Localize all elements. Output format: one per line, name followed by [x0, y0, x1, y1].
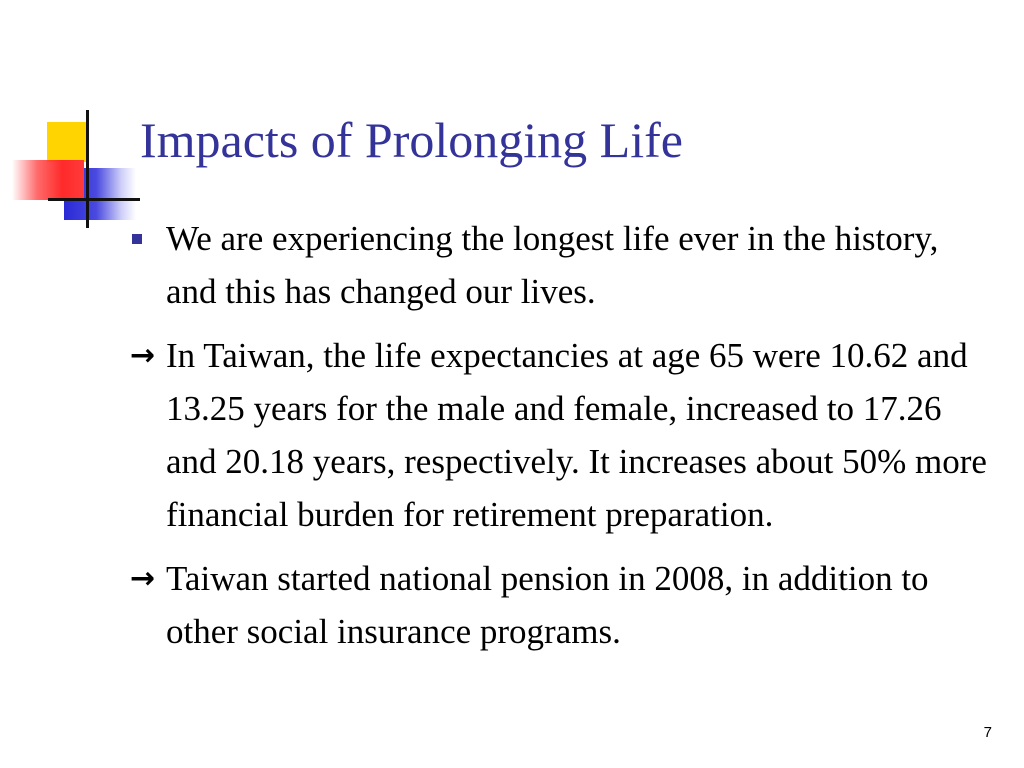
arrow-paragraph — [130, 329, 990, 541]
paragraph-text: In Taiwan, the life expectancies at age 65 were 10.62 and 13.25 years for the male and female, increased to 17.26 and 20.18 years, respectively. It increases about 50% more financial burden for retirement preparation. — [166, 336, 987, 534]
arrow-right-icon: → — [130, 561, 156, 596]
slide-title: Impacts of Prolonging Life — [140, 112, 683, 168]
arrow-paragraph — [130, 552, 990, 658]
paragraph-text: We are experiencing the longest life ever in the history, and this has changed our lives. — [166, 219, 939, 311]
vertical-line-decoration — [86, 110, 89, 228]
square-bullet-icon — [132, 234, 142, 244]
yellow-square-decoration — [47, 122, 87, 162]
red-square-decoration — [12, 160, 84, 200]
horizontal-line-decoration — [48, 198, 140, 201]
arrow-right-icon: → — [130, 338, 156, 373]
slide-body — [130, 212, 990, 669]
bullet-paragraph — [130, 212, 990, 318]
paragraph-text: Taiwan started national pension in 2008, in addition to other social insurance programs. — [166, 559, 929, 651]
page-number: 7 — [983, 724, 992, 741]
